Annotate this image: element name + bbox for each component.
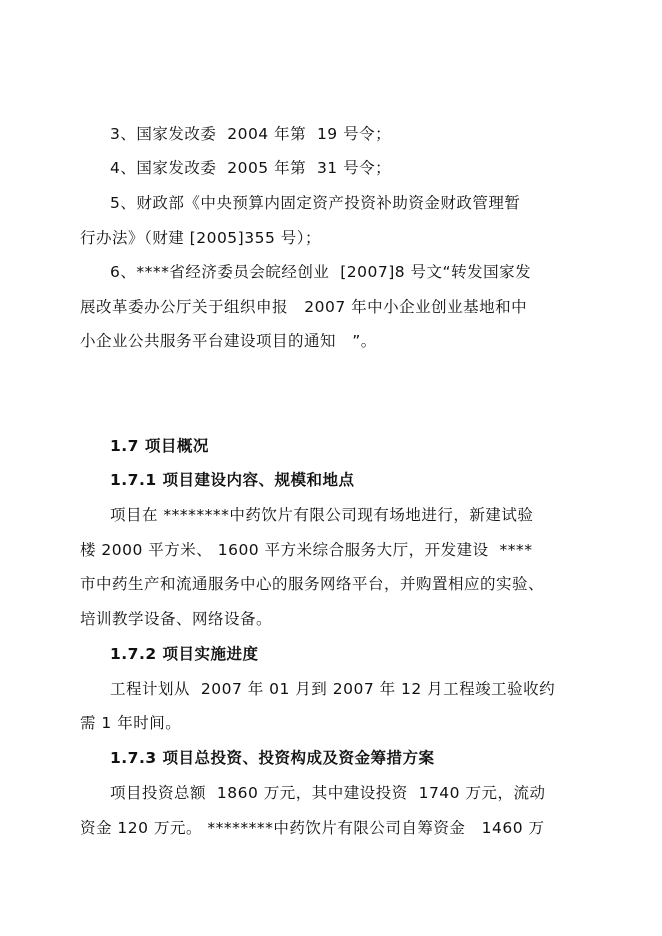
body-line: 项目在 ********中药饮片有限公司现有场地进行，新建试验 <box>110 506 534 524</box>
reference-5-line-2: 行办法》（财建 [2005]355 号）； <box>80 229 321 247</box>
reference-5-line-1: 5、财政部《中央预算内固定资产投资补助资金财政管理暂 <box>110 194 521 212</box>
body-line: 需 1 年时间。 <box>80 714 182 732</box>
reference-6-line-1: 6、****省经济委员会皖经创业 [2007]8 号文“转发国家发 <box>110 263 532 281</box>
body-line: 工程计划从 2007 年 01 月到 2007 年 12 月工程竣工验收约 <box>110 680 556 698</box>
body-line: 市中药生产和流通服务中心的服务网络平台，并购置相应的实验、 <box>80 575 545 593</box>
reference-4: 4、国家发改委 2005 年第 31 号令； <box>110 159 392 177</box>
section-heading: 1.7 项目概况 <box>110 437 209 455</box>
subsection-heading-3: 1.7.3 项目总投资、投资构成及资金筹措方案 <box>110 749 435 767</box>
reference-6-line-3: 小企业公共服务平台建设项目的通知 ”。 <box>80 332 377 350</box>
reference-3: 3、国家发改委 2004 年第 19 号令； <box>110 125 392 143</box>
body-line: 资金 120 万元。 ********中药饮片有限公司自筹资金 1460 万 <box>80 819 545 837</box>
reference-6-line-2: 展改革委办公厅关于组织申报 2007 年中小企业创业基地和中 <box>80 298 528 316</box>
subsection-heading-1: 1.7.1 项目建设内容、规模和地点 <box>110 471 355 489</box>
subsection-heading-2: 1.7.2 项目实施进度 <box>110 645 259 663</box>
body-line: 培训教学设备、网络设备。 <box>80 610 273 628</box>
body-line: 楼 2000 平方米、 1600 平方米综合服务大厅，开发建设 **** <box>80 541 533 559</box>
body-line: 项目投资总额 1860 万元，其中建设投资 1740 万元，流动 <box>110 784 546 802</box>
